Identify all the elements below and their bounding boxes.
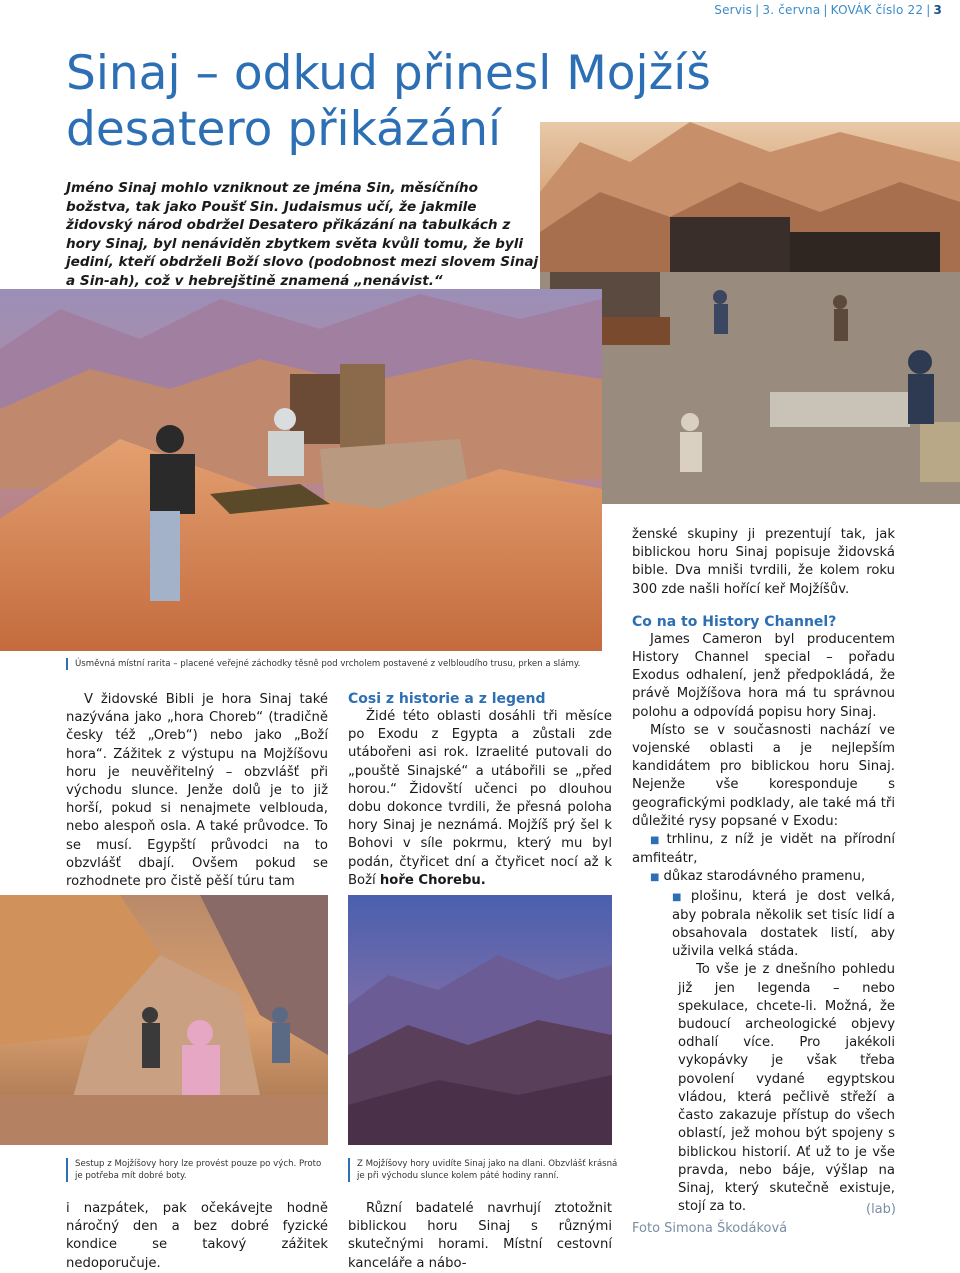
photo-caption-bottom-mid: Z Mojžíšovy hory uvidíte Sinaj jako na dlani. Obzvlášť krásná je při východu slunce kolem páté hodiny ranní. (348, 1158, 619, 1182)
col3-bullet-1 (632, 831, 895, 868)
author-signature: (lab) (866, 1202, 896, 1217)
col3-paragraph-1: James Cameron byl producentem History Channel special – pořadu Exodus odhalení, jenž předpokládá, že právě Mojžíšova hora má tu správnou polohu a odpovídá popisu hory Sinaj. (632, 631, 895, 720)
col3-bullet-2-text: důkaz starodávného pramenu, (663, 869, 866, 885)
col2-paragraph-1 (348, 708, 612, 890)
col3-paragraph-0: ženské skupiny ji prezentují tak, jak biblickou horu Sinaj popisuje židovská bible. Dva mniši tvrdili, že kolem roku 300 zde našli hořící keř Mojžíšův. (632, 527, 895, 597)
column-2 (348, 690, 612, 890)
col1-paragraph-2: i nazpátek, pak očekávejte hodně náročný den a bez dobré fyzické kondice se takový zážitek nedoporučuje. (66, 1201, 328, 1271)
col3-bullet-2 (632, 868, 895, 887)
col2-heading: Cosi z historie a z legend (348, 691, 546, 707)
photo-caption-main: Úsměvná místní rarita – placené veřejné záchodky těsně pod vrcholem postavené z velbloudího trusu, prken a slámy. (66, 658, 595, 670)
title-line-1: Sinaj – odkud přinesl Mojžíš (66, 46, 711, 101)
col3-bullet-3 (632, 888, 895, 962)
col2-p1-bold: hoře Chorebu. (379, 872, 486, 888)
summit-toilet-photo (0, 289, 602, 651)
col3-bullet-3-text: plošinu, která je dost velká, aby pobrala několik set tisíc lidí a obsahovala dostatek listí, aby uživila velká stáda. (672, 888, 895, 960)
title-line-2: desatero přikázání (66, 102, 502, 157)
photo-credit: Foto Simona Škodáková (632, 1221, 788, 1236)
photo-caption-bottom-left: Sestup z Mojžíšovy hory lze provést pouze po vých. Proto je potřeba mít dobré boty. (66, 1158, 325, 1182)
col1-paragraph-1: V židovské Bibli je hora Sinaj také nazývána jako „hora Choreb“ (tradičně česky též „Oreb“) nebo jako „Boží hora“. Zážitek z výstupu na Mojžíšovu horu je neuvěřitelný – obzvlášť při východu slunce. Jenže dolů je to již horší, pokud si nenajmete velblouda, nebo alespoň osla. A také průvodce. To se musí. Egypští průvodci na to obzvlášť dbají. Ovšem pokud se rozhodnete pro čistě pěší túru tam (66, 692, 328, 890)
lead-paragraph: Jméno Sinaj mohlo vzniknout ze jména Sin, měsíčního božstva, tak jako Poušť Sin. Judaismus učí, že jakmile židovský národ obdržel Desatero přikázání na tabulkách z hory Sinaj, byl nenáviděn zbytkem světa kvůli tomu, že byli jediní, kteří obdrželi Boží slovo (podobnost mezi slovem Sinaj a Sin-ah), což v hebrejštině znamená „nenávist.“ (66, 180, 539, 289)
col3-bullet-1-text: trhlinu, z níž je vidět na přírodní amfiteátr, (632, 832, 895, 867)
bullet-square-icon: ■ (650, 872, 660, 884)
col3-heading: Co na to History Channel? (632, 613, 837, 630)
col2-paragraph-2: Různí badatelé navrhují ztotožnit biblickou horu Sinaj s různými skutečnými horami. Místní cestovní kanceláře a nábo- (348, 1201, 612, 1271)
page-number: 3 (933, 3, 942, 17)
market-photo (540, 122, 960, 504)
column-3 (632, 526, 895, 1216)
header-section: Servis (714, 3, 753, 17)
mountain-view-photo (348, 895, 612, 1145)
descent-photo (0, 895, 328, 1145)
col3-paragraph-3: To vše je z dnešního pohledu již jen legenda – nebo spekulace, chcete-li. Možná, že budoucí archeologické objevy odhalí více. Pro jakékoli vykopávky je však třeba povolení vydané egyptskou vládou, která pečlivě střeží a často zakazuje přístup do všech oblastí, jež mohou být spojeny s biblickou historií. Ať už to je vše pravda, nebo báje, výšlap na Sinaj, který skutečně existuje, stojí za to. (678, 962, 895, 1215)
running-header: Servis | 3. června | KOVÁK číslo 22 | 3 (714, 3, 942, 17)
page-title (66, 46, 766, 158)
bullet-square-icon: ■ (650, 835, 663, 847)
column-1 (66, 691, 328, 891)
col2-p1-text: Židé této oblasti dosáhli tři měsíce po Exodu z Egypta a zůstali zde utábořeni asi rok. Izraelité putovali do „pouště Sinajské“ a utábořili se „před horou.“ Židovští učenci po dlouhou dobu dokonce tvrdili, že přesná poloha hory Sinaj je neznámá. Mojžíš prý šel k Bohovi v síle pokrmu, který mu byl podán, čtyřicet dní a čtyřicet nocí až k Boží (348, 709, 612, 888)
header-date: 3. června (762, 3, 821, 17)
col3-paragraph-2: Místo se v současnosti nachází ve vojenské oblasti a je nejlepším kandidátem pro biblickou horu Sinaj. Nejenže vše koresponduje s geografickými podklady, ale také má tři důležité rysy popsané v Exodu: (632, 722, 895, 829)
header-publication: KOVÁK číslo 22 (830, 3, 924, 17)
bullet-square-icon: ■ (672, 891, 687, 903)
